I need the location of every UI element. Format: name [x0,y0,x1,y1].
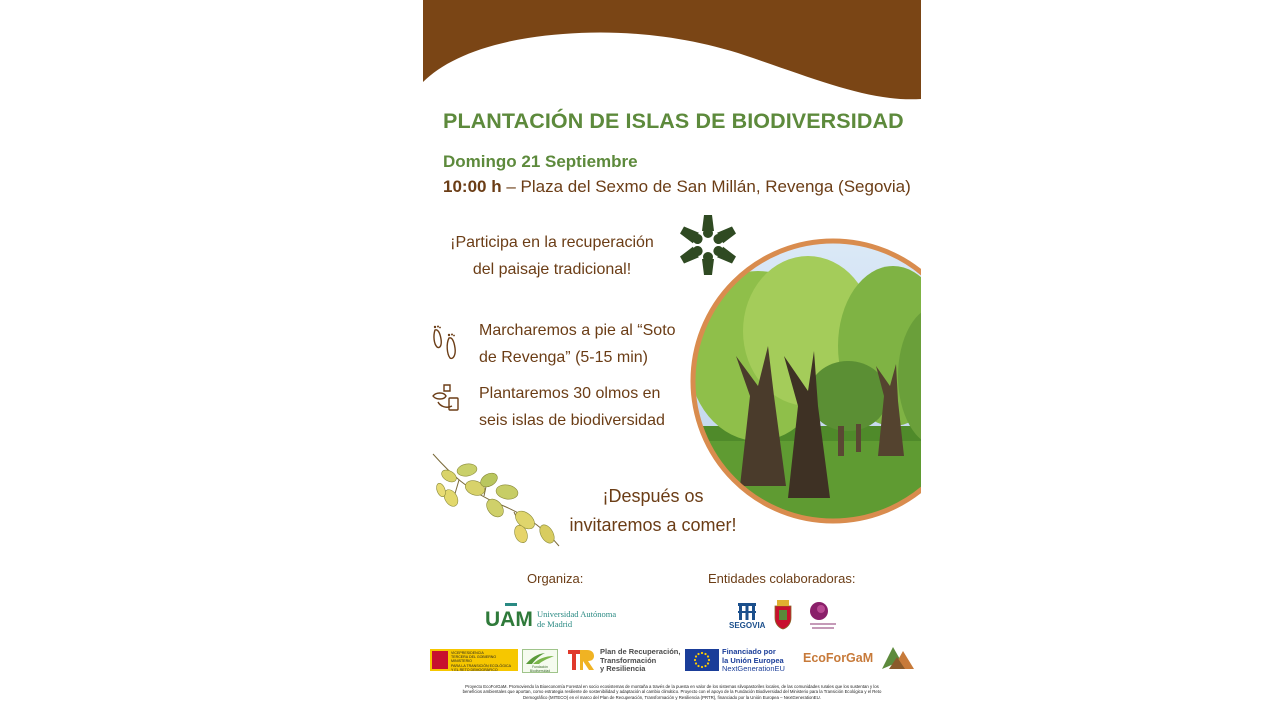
footprints-icon [431,324,461,364]
uam-name [537,609,616,629]
gov-line-2: TERCERA DEL GOBIERNO [451,655,497,660]
eu-funding-text [722,648,785,674]
header-wave [423,0,921,105]
uam-logo [483,600,533,630]
event-poster [423,0,921,720]
eu-line-2: la Unión Europea [722,655,784,665]
activity-walk [479,317,699,371]
activity-plant-line-1: Plantaremos 30 olmos en [479,385,661,402]
event-location: Plaza del Sexmo de San Millán, Revenga (Segovia) [520,177,911,196]
prtr-line-1: Plan de Recuperación, [600,647,681,656]
activity-plant-line-2: seis islas de biodiversidad [479,412,665,429]
closing-line-2: invitaremos a comer! [569,515,737,535]
prtr-text [600,648,680,674]
eu-flag-icon [685,649,719,671]
event-time-location [443,177,911,197]
revenga-coat-of-arms [773,600,793,630]
fundacion-biodiversidad-logo [522,649,558,673]
fb-caption: Fundación Biodiversidad [529,665,551,673]
prtr-line-3: y Resiliencia [600,664,646,674]
segovia-aqueduct-icon [737,601,757,621]
eu-line-1: Financiado por [722,647,776,656]
gov-line-3: MINISTERIO [451,659,472,664]
prtr-line-2: Transformación [600,655,657,665]
gov-line-5: Y EL RETO DEMOGRÁFICO [451,667,498,672]
invitation-line-2: del paisaje tradicional! [472,261,632,278]
project-footer-text: Proyecto EcoForGaM. Promoviendo la Bioeconomía Forestal en socio ecosistemas de montaña a través de la puesta en valor de los sistemas silvopastoriles locales, de las comunidades rurales que los sustentan y los beneficios ambientales que aportan, como estrategia resiliente de sostenibilidad y adaptación al cambio climático. Proyecto con el apoyo de la Fundación Biodiversidad del Ministerio para la Transición Ecológica y el Reto Demográfico (MITECO) en el marco del Plan de Recuperación, Transformación y Resiliencia (PRTR), financiado por la Unión Europea – NextGenerationEU. [462,684,882,700]
invitation-text [437,229,667,283]
spain-coat-of-arms-icon [432,651,448,669]
event-time: 10:00 h [443,177,502,196]
government-text [451,651,515,672]
ecoforgam-mountain-icon [881,643,915,671]
activity-walk-line-2: de Revenga” (5-15 min) [479,349,648,366]
ecoforgam-logo-text: EcoForGaM [803,651,874,665]
uam-mark: UAM [485,608,533,630]
ganaderia-logo [808,600,838,632]
event-separator: – [506,177,516,196]
gov-line-4: PARA LA TRANSICIÓN ECOLÓGICA [451,663,511,668]
closing-message [543,482,763,540]
planting-icon [430,382,462,414]
invitation-line-1: ¡Participa en la recuperación [450,234,654,251]
grass-icon [523,650,557,665]
closing-line-1: ¡Después os [602,486,704,506]
eu-line-3: NextGenerationEU [722,664,785,674]
uam-line-2: de Madrid [537,619,573,629]
event-date: Domingo 21 Septiembre [443,152,638,171]
gov-line-1: VICEPRESIDENCIA [451,651,484,655]
activity-plant [479,380,699,434]
uam-line-1: Universidad Autónoma [537,609,617,619]
collaborators-label: Entidades colaboradoras: [708,571,856,586]
organizer-label: Organiza: [527,571,584,586]
prtr-logo [566,648,596,672]
activity-walk-line-1: Marcharemos a pie al “Soto [479,322,676,339]
segovia-label: SEGOVIA [729,621,766,630]
event-title: PLANTACIÓN DE ISLAS DE BIODIVERSIDAD [443,109,904,133]
